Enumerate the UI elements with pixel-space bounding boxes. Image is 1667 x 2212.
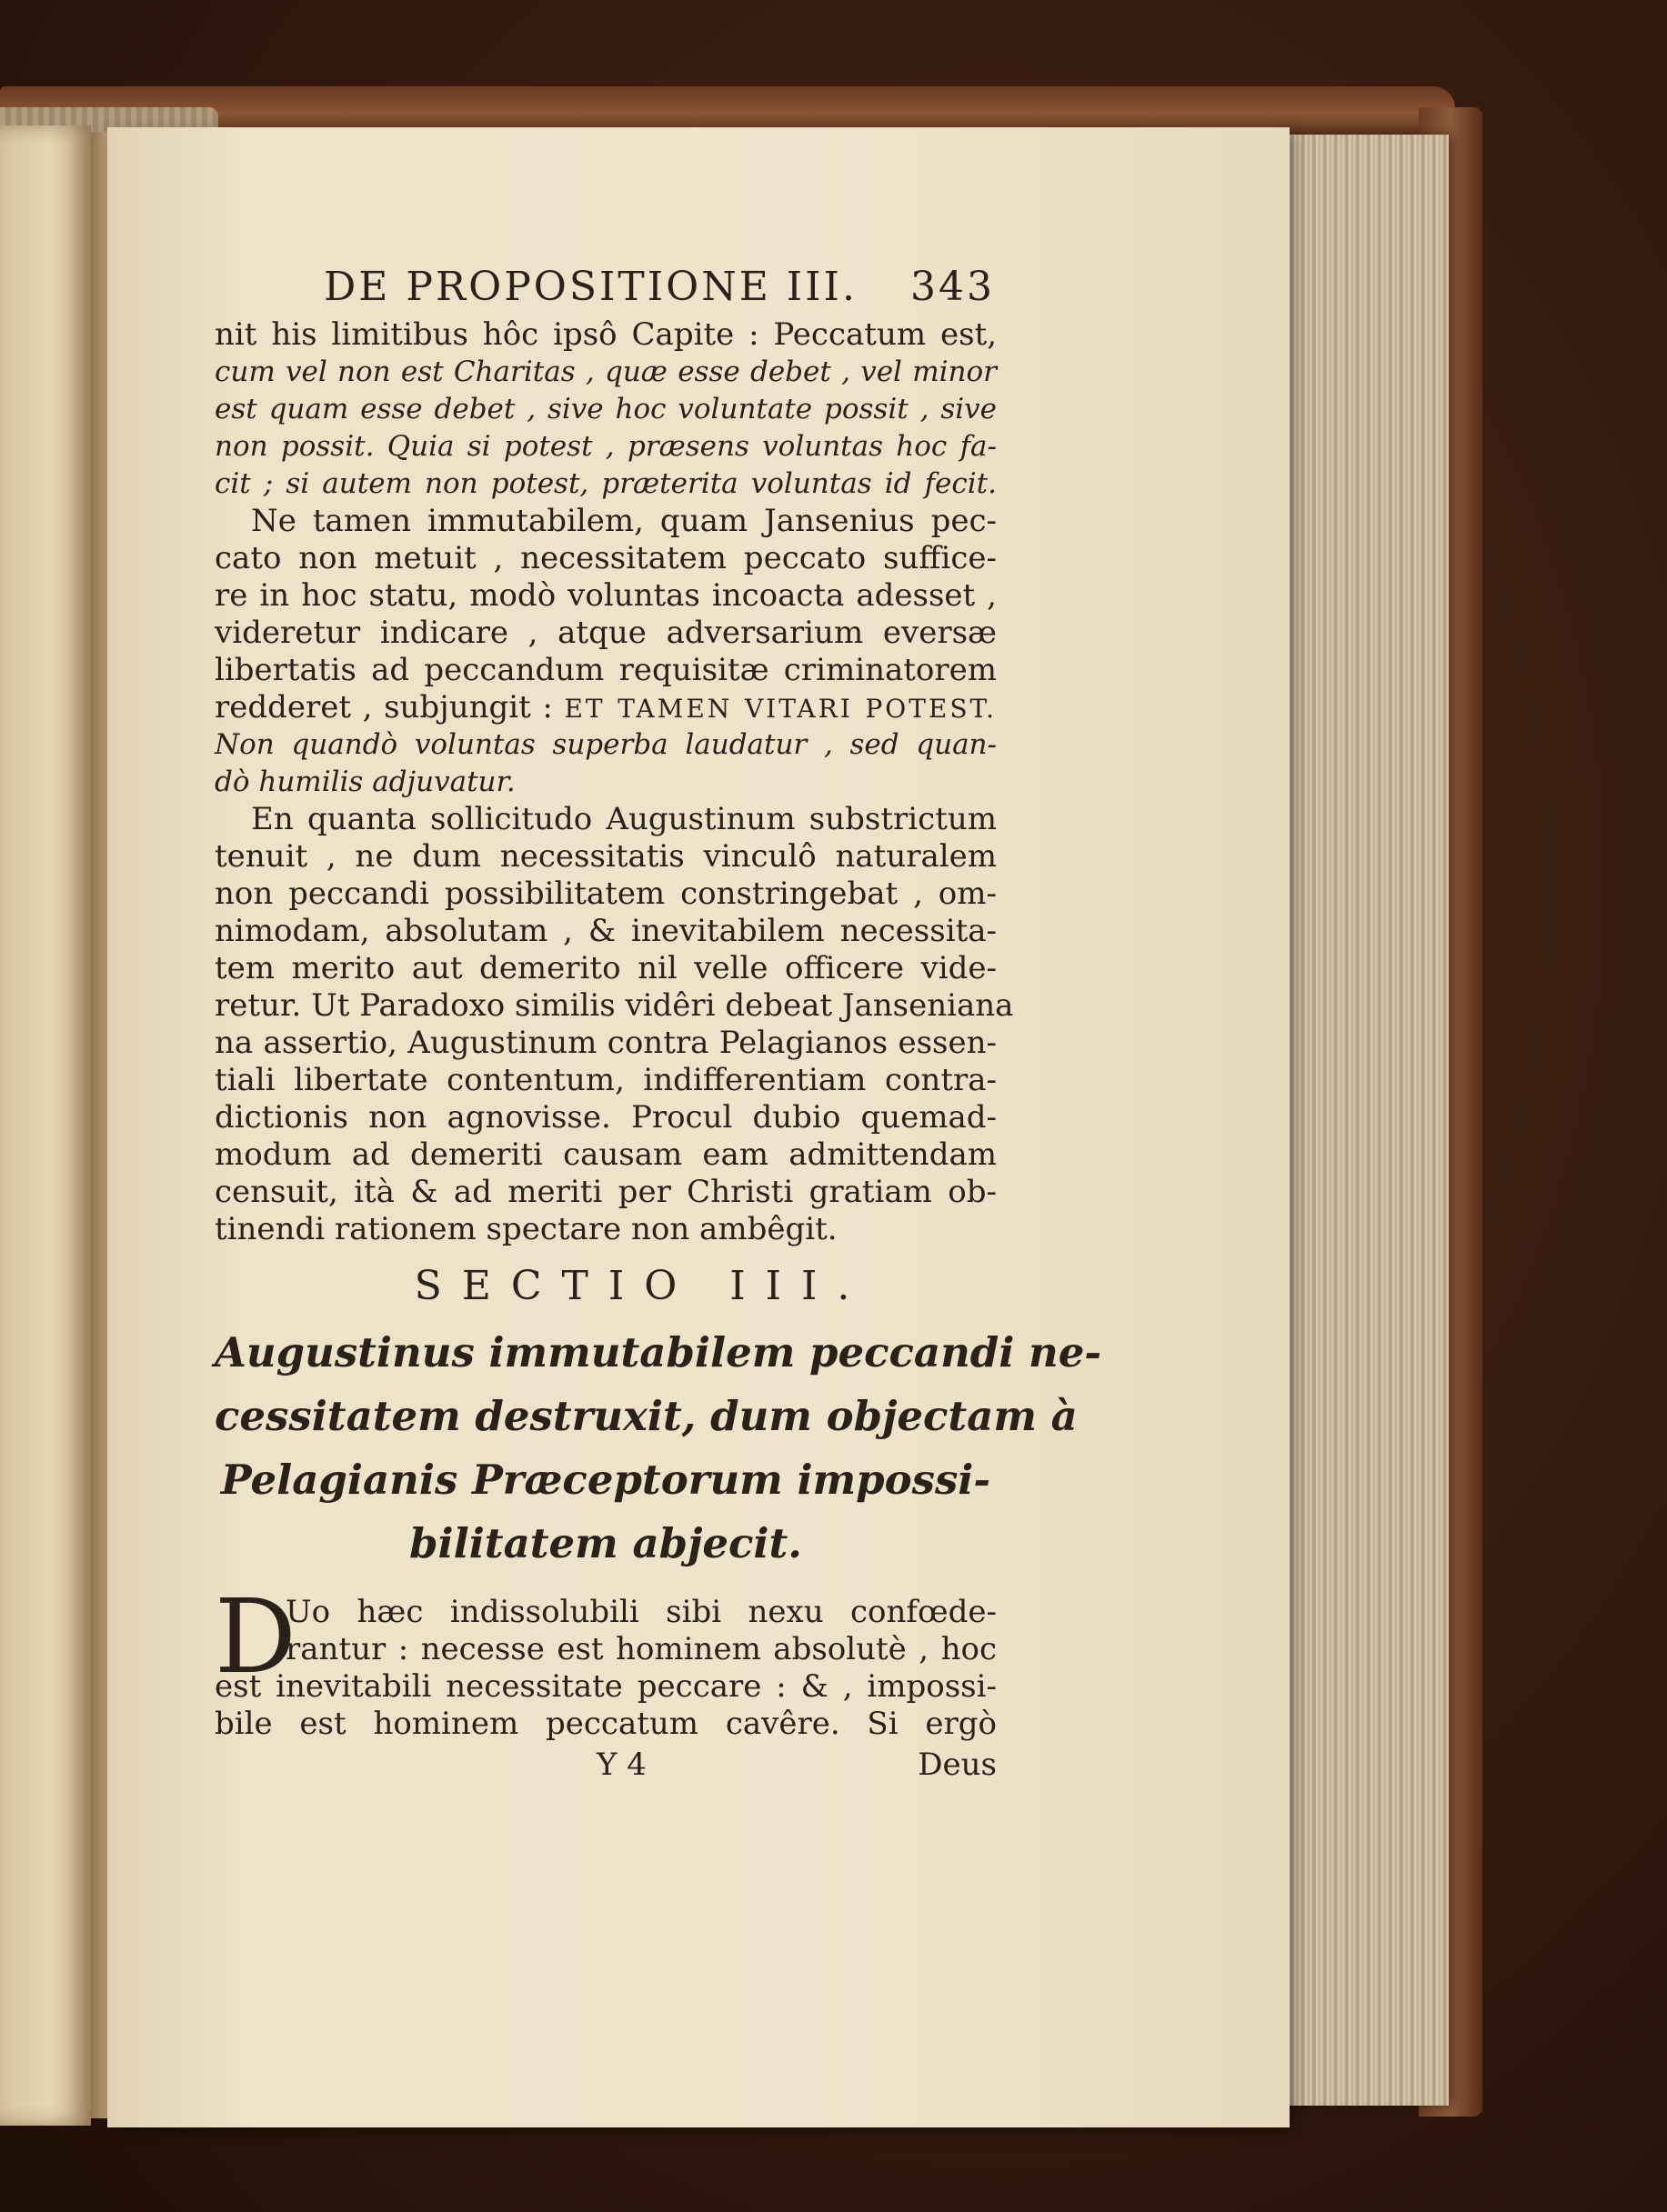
text-line: En quanta sollicitudo Augustinum substrictum <box>251 801 997 837</box>
section-title-line: bilitatem abjecit. <box>409 1519 802 1567</box>
text-line: cato non metuit , necessitatem peccato suffice- <box>215 540 997 576</box>
section-title-line: Pelagianis Præceptorum impossi- <box>220 1456 991 1504</box>
page-footer <box>215 1747 997 1787</box>
quoted-smallcaps: ET TAMEN VITARI POTEST. <box>564 694 997 724</box>
paragraph-3 <box>215 801 1014 1248</box>
text-line: tem merito aut demerito nil velle officere vide- <box>215 950 997 986</box>
text-line: libertatis ad peccandum requisitæ criminatorem <box>215 652 997 688</box>
text-line: tenuit , ne dum necessitatis vinculô naturalem <box>215 838 997 875</box>
text-line: modum ad demeriti causam eam admittendam <box>215 1136 997 1173</box>
section-title <box>215 1321 1102 1576</box>
signature-mark: Y 4 <box>597 1747 647 1783</box>
section-title-line: cessitatem destruxit, dum objectam à <box>215 1392 1078 1440</box>
text-line: dictionis non agnovisse. Procul dubio quemad- <box>215 1099 997 1136</box>
text-line: retur. Ut Paradoxo similis vidêri debeat Janseniana <box>215 987 1014 1024</box>
text-line-lead: redderet , subjungit : <box>215 689 553 726</box>
paragraph-1 <box>215 316 997 503</box>
text-line: Ne tamen immutabilem, quam Jansenius pec- <box>251 503 997 539</box>
section-title-line: Augustinus immutabilem peccandi ne- <box>215 1328 1102 1376</box>
page-text <box>215 264 1102 1787</box>
text-line: Uo hæc indissolubili sibi nexu confœde- <box>286 1594 997 1630</box>
section-heading: SECTIO III. <box>414 1263 870 1309</box>
text-line: rantur : necesse est hominem absolutè , hoc <box>286 1631 997 1667</box>
text-line: non peccandi possibilitatem constringebat , om- <box>215 876 997 912</box>
text-line: cit ; si autem non potest, præterita voluntas id fecit. <box>215 467 997 500</box>
text-line: nit his limitibus hôc ipsô Capite : Peccatum est, <box>215 316 997 353</box>
catchword: Deus <box>918 1747 997 1783</box>
text-line: est inevitabili necessitate peccare : & , impossi- <box>215 1668 997 1705</box>
running-header <box>324 264 997 316</box>
text-line: censuit, ità & ad meriti per Christi gratiam ob- <box>215 1174 997 1210</box>
text-line: bile est hominem peccatum cavêre. Si ergò <box>215 1706 997 1742</box>
text-line: videretur indicare , atque adversarium eversæ <box>215 615 997 651</box>
text-line: non possit. Quia si potest , præsens voluntas hoc fa- <box>215 430 997 463</box>
text-line: cum vel non est Charitas , quæ esse debet , vel minor <box>215 355 997 388</box>
text-line: re in hoc statu, modò voluntas incoacta adesset , <box>215 577 997 614</box>
left-page-edge <box>0 125 91 2126</box>
paragraph-2 <box>215 503 997 801</box>
text-line <box>215 689 997 726</box>
text-line: dò humilis adjuvatur. <box>215 766 516 798</box>
text-line: tiali libertate contentum, indifferentiam contra- <box>215 1062 997 1098</box>
page-fore-edge <box>1290 135 1449 2106</box>
text-line: est quam esse debet , sive hoc voluntate possit , sive <box>215 393 997 425</box>
text-line: na assertio, Augustinum contra Pelagianos essen- <box>215 1025 997 1061</box>
page-number: 343 <box>910 264 995 310</box>
paragraph-4 <box>215 1578 997 1743</box>
text-line: nimodam, absolutam , & inevitabilem necessita- <box>215 913 997 949</box>
text-line: Non quandò voluntas superba laudatur , sed quan- <box>215 728 997 761</box>
running-header-title: DE PROPOSITIONE III. <box>324 264 858 310</box>
text-line: tinendi rationem spectare non ambêgit. <box>215 1211 838 1247</box>
drop-cap: D <box>215 1578 296 1697</box>
